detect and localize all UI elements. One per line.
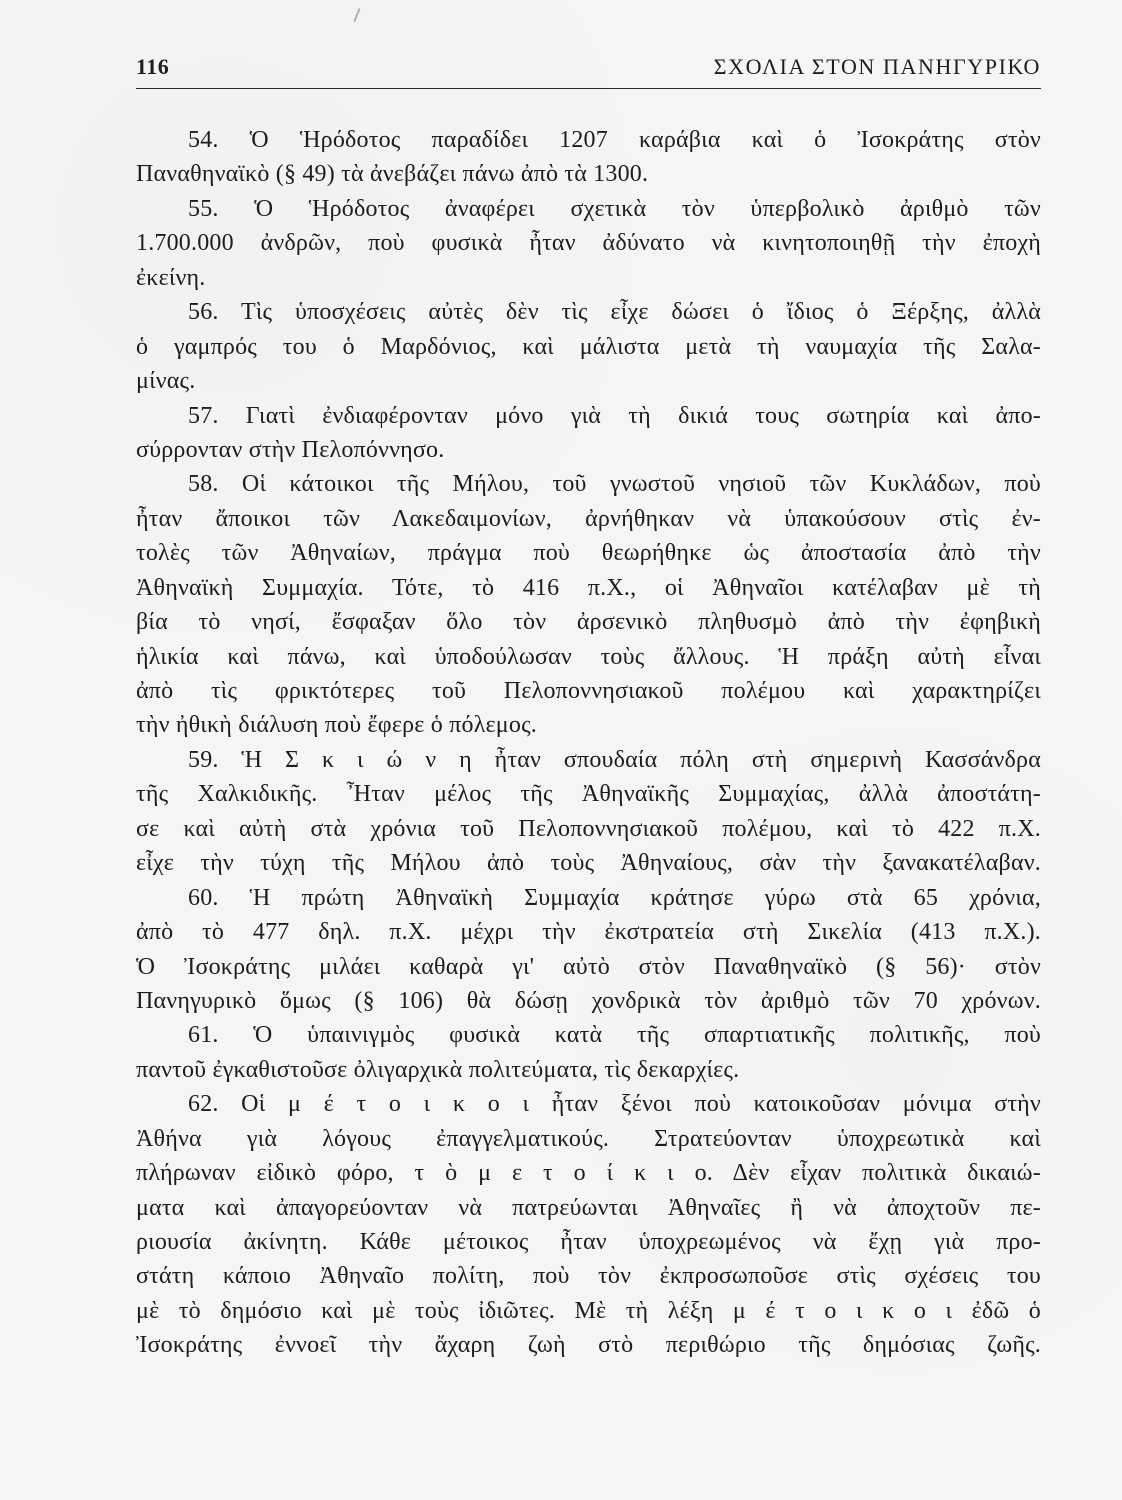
text-line: σύρρονταν στὴν Πελοπόννησο. bbox=[136, 436, 445, 463]
text-line: παντοῦ ἐγκαθιστοῦσε ὀλιγαρχικὰ πολιτεύματα, τὶς δεκαρχίες. bbox=[136, 1056, 740, 1083]
text-line: Ἀθηναϊκὴ Συμμαχία. Τότε, τὸ 416 π.Χ., οἱ Ἀθηναῖοι κατέλαβαν μὲ τὴ bbox=[136, 574, 1041, 601]
text-line: ἀπὸ τὶς φρικτότερες τοῦ Πελοποννησιακοῦ πολέμου καὶ χαρακτηρίζει bbox=[136, 678, 1041, 704]
text-line: στάτη κάποιο Ἀθηναῖο πολίτη, ποὺ τὸν ἐκπροσωποῦσε στὶς σχέσεις του bbox=[136, 1263, 1041, 1290]
text-line: ἐκείνη. bbox=[136, 264, 206, 291]
text-line: μὲ τὸ δημόσιο καὶ μὲ τοὺς ἰδιῶτες. Μὲ τὴ λέξη μ έ τ ο ι κ ο ι ἐδῶ ὁ bbox=[136, 1297, 1041, 1324]
text-line: τῆς Χαλκιδικῆς. Ἦταν μέλος τῆς Ἀθηναϊκῆς Συμμαχίας, ἀλλὰ ἀποστάτη- bbox=[136, 781, 1041, 808]
text-line: 61. Ὁ ὑπαινιγμὸς φυσικὰ κατὰ τῆς σπαρτιατικῆς πολιτικῆς, ποὺ bbox=[188, 1022, 1041, 1049]
text-line: ὁ γαμπρός του ὁ Μαρδόνιος, καὶ μάλιστα μετὰ τὴ ναυμαχία τῆς Σαλα- bbox=[136, 333, 1041, 360]
text-line: Πανηγυρικὸ ὅμως (§ 106) θὰ δώσῃ χονδρικὰ τὸν ἀριθμὸ τῶν 70 χρόνων. bbox=[136, 987, 1041, 1014]
text-line: σε καὶ αὐτὴ στὰ χρόνια τοῦ Πελοποννησιακοῦ πολέμου, καὶ τὸ 422 π.Χ. bbox=[136, 815, 1041, 842]
text-line: ἀπὸ τὸ 477 δηλ. π.Χ. μέχρι τὴν ἐκστρατεία στὴ Σικελία (413 π.Χ.). bbox=[136, 919, 1041, 946]
text-line: τὴν ἠθικὴ διάλυση ποὺ ἔφερε ὁ πόλεμος. bbox=[136, 712, 537, 739]
text-line: Παναθηναϊκὸ (§ 49) τὰ ἀνεβάζει πάνω ἀπὸ τὰ 1300. bbox=[136, 161, 649, 188]
text-line: Ὁ Ἰσοκράτης μιλάει καθαρὰ γι' αὐτὸ στὸν Παναθηναϊκὸ (§ 56)· στὸν bbox=[136, 953, 1041, 980]
text-line: ἦταν ἄποικοι τῶν Λακεδαιμονίων, ἀρνήθηκαν νὰ ὑπακούσουν στὶς ἐν- bbox=[136, 505, 1041, 532]
text-line: 56. Τὶς ὑποσχέσεις αὐτὲς δὲν τὶς εἶχε δώσει ὁ ἴδιος ὁ Ξέρξης, ἀλλὰ bbox=[188, 299, 1041, 326]
text-line: ριουσία ἀκίνητη. Κάθε μέτοικος ἦταν ὑποχρεωμένος νὰ ἔχῃ γιὰ προ- bbox=[136, 1229, 1041, 1255]
running-title: ΣΧΟΛΙΑ ΣΤΟΝ ΠΑΝΗΓΥΡΙΚΟ bbox=[713, 54, 1041, 79]
text-line: ἡλικία καὶ πάνω, καὶ ὑποδούλωσαν τοὺς ἄλλους. Ἡ πράξη αὐτὴ εἶναι bbox=[136, 643, 1041, 670]
page-header bbox=[136, 54, 1041, 92]
text-line: 57. Γιατὶ ἐνδιαφέρονταν μόνο γιὰ τὴ δικιά τους σωτηρία καὶ ἀπο- bbox=[188, 402, 1041, 429]
text-line: ματα καὶ ἀπαγορεύονταν νὰ πατρεύωνται Ἀθηναῖες ἢ νὰ ἀποχτοῦν πε- bbox=[136, 1194, 1041, 1221]
text-line: 59. Ἡ Σ κ ι ώ ν η ἦταν σπουδαία πόλη στὴ σημερινὴ Κασσάνδρα bbox=[188, 746, 1041, 773]
text-line: 58. Οἱ κάτοικοι τῆς Μήλου, τοῦ γνωστοῦ νησιοῦ τῶν Κυκλάδων, ποὺ bbox=[188, 471, 1041, 498]
text-line: 62. Οἱ μ έ τ ο ι κ ο ι ἦταν ξένοι ποὺ κατοικοῦσαν μόνιμα στὴν bbox=[188, 1091, 1041, 1118]
commentary-text-block bbox=[136, 123, 1041, 1363]
text-line: Ἰσοκράτης ἐννοεῖ τὴν ἄχαρη ζωὴ στὸ περιθώριο τῆς δημόσιας ζωῆς. bbox=[136, 1332, 1041, 1359]
text-line: 60. Ἡ πρώτη Ἀθηναϊκὴ Συμμαχία κράτησε γύρω στὰ 65 χρόνια, bbox=[188, 884, 1041, 911]
text-line: μίνας. bbox=[136, 368, 196, 395]
header-divider bbox=[136, 88, 1041, 89]
text-line: Ἀθήνα γιὰ λόγους ἐπαγγελματικούς. Στρατεύονταν ὑποχρεωτικὰ καὶ bbox=[136, 1125, 1041, 1152]
text-line: 55. Ὁ Ἡρόδοτος ἀναφέρει σχετικὰ τὸν ὑπερβολικὸ ἀριθμὸ τῶν bbox=[188, 195, 1041, 222]
text-line: 54. Ὁ Ἡρόδοτος παραδίδει 1207 καράβια καὶ ὁ Ἰσοκράτης στὸν bbox=[188, 127, 1041, 153]
page-number: 116 bbox=[136, 54, 170, 79]
scan-artifact-mark bbox=[353, 8, 360, 22]
text-line: τολὲς τῶν Ἀθηναίων, πράγμα ποὺ θεωρήθηκε ὡς ἀποστασία ἀπὸ τὴν bbox=[136, 540, 1041, 567]
text-line: πλήρωναν εἰδικὸ φόρο, τ ὸ μ ε τ ο ί κ ι ο. Δὲν εἶχαν πολιτικὰ δικαιώ- bbox=[136, 1160, 1041, 1187]
text-line: 1.700.000 ἀνδρῶν, ποὺ φυσικὰ ἦταν ἀδύνατο νὰ κινητοποιηθῇ τὴν ἐποχὴ bbox=[136, 230, 1041, 257]
text-line: εἶχε τὴν τύχη τῆς Μήλου ἀπὸ τοὺς Ἀθηναίους, σὰν τὴν ξανακατέλαβαν. bbox=[136, 850, 1041, 877]
text-line: βία τὸ νησί, ἔσφαξαν ὅλο τὸν ἀρσενικὸ πληθυσμὸ ἀπὸ τὴν ἐφηβικὴ bbox=[136, 609, 1041, 636]
